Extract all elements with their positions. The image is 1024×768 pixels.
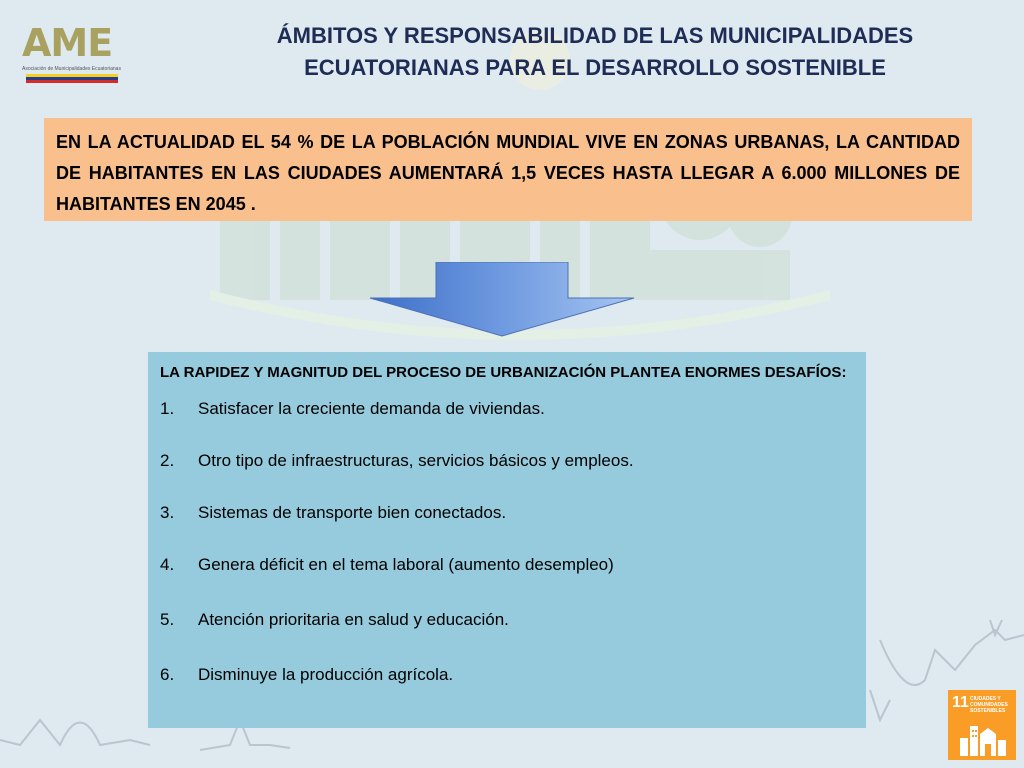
sdg-11-badge [948, 690, 1016, 760]
intro-text: EN LA ACTUALIDAD EL 54 % DE LA POBLACIÓN MUNDIAL VIVE EN ZONAS URBANAS, LA CANTIDAD DE HABITANTES EN LAS CIUDADES AUMENTARÁ 1,5 VECES HASTA LLEGAR A 6.000 MILLONES DE HABITANTES EN 2045 . [56, 132, 960, 214]
challenge-text: Sistemas de transporte bien conectados. [198, 503, 507, 522]
ame-logo [22, 22, 122, 86]
challenge-text: Otro tipo de infraestructuras, servicios básicos y empleos. [198, 451, 634, 470]
sdg-number: 11 [952, 694, 969, 711]
challenge-item [160, 609, 854, 631]
challenge-text: Satisfacer la creciente demanda de viviendas. [198, 399, 545, 418]
challenge-number: 4. [160, 555, 175, 574]
challenge-number: 1. [160, 399, 175, 418]
intro-statement-box [44, 118, 972, 221]
challenge-item [160, 398, 854, 420]
challenge-number: 2. [160, 451, 175, 470]
sdg-label: CIUDADES Y COMUNIDADES SOSTENIBLES [970, 696, 1008, 714]
logo-text: AME [22, 21, 113, 65]
down-arrow-icon [368, 262, 636, 338]
ecuador-flag-stripes [26, 74, 118, 84]
challenges-box [148, 352, 866, 728]
challenge-item [160, 502, 854, 524]
challenges-heading: LA RAPIDEZ Y MAGNITUD DEL PROCESO DE URBANIZACIÓN PLANTEA ENORMES DESAFÍOS: [160, 364, 847, 381]
challenge-number: 5. [160, 610, 175, 629]
title-line-1: ÁMBITOS Y RESPONSABILIDAD DE LAS MUNICIPALIDADES [276, 23, 914, 48]
challenge-item [160, 450, 854, 472]
challenge-text: Atención prioritaria en salud y educación. [198, 610, 509, 629]
city-buildings-icon [958, 720, 1008, 756]
title-line-2: ECUATORIANAS PARA EL DESARROLLO SOSTENIBLE [304, 55, 886, 80]
page-title [200, 20, 990, 84]
challenge-item [160, 664, 854, 686]
challenge-text: Genera déficit en el tema laboral (aumento desempleo) [198, 555, 614, 574]
challenge-item [160, 554, 854, 576]
challenge-number: 6. [160, 665, 175, 684]
logo-subtitle: Asociación de Municipalidades Ecuatorianas [22, 66, 121, 72]
challenge-text: Disminuye la producción agrícola. [198, 665, 454, 684]
challenge-number: 3. [160, 503, 175, 522]
